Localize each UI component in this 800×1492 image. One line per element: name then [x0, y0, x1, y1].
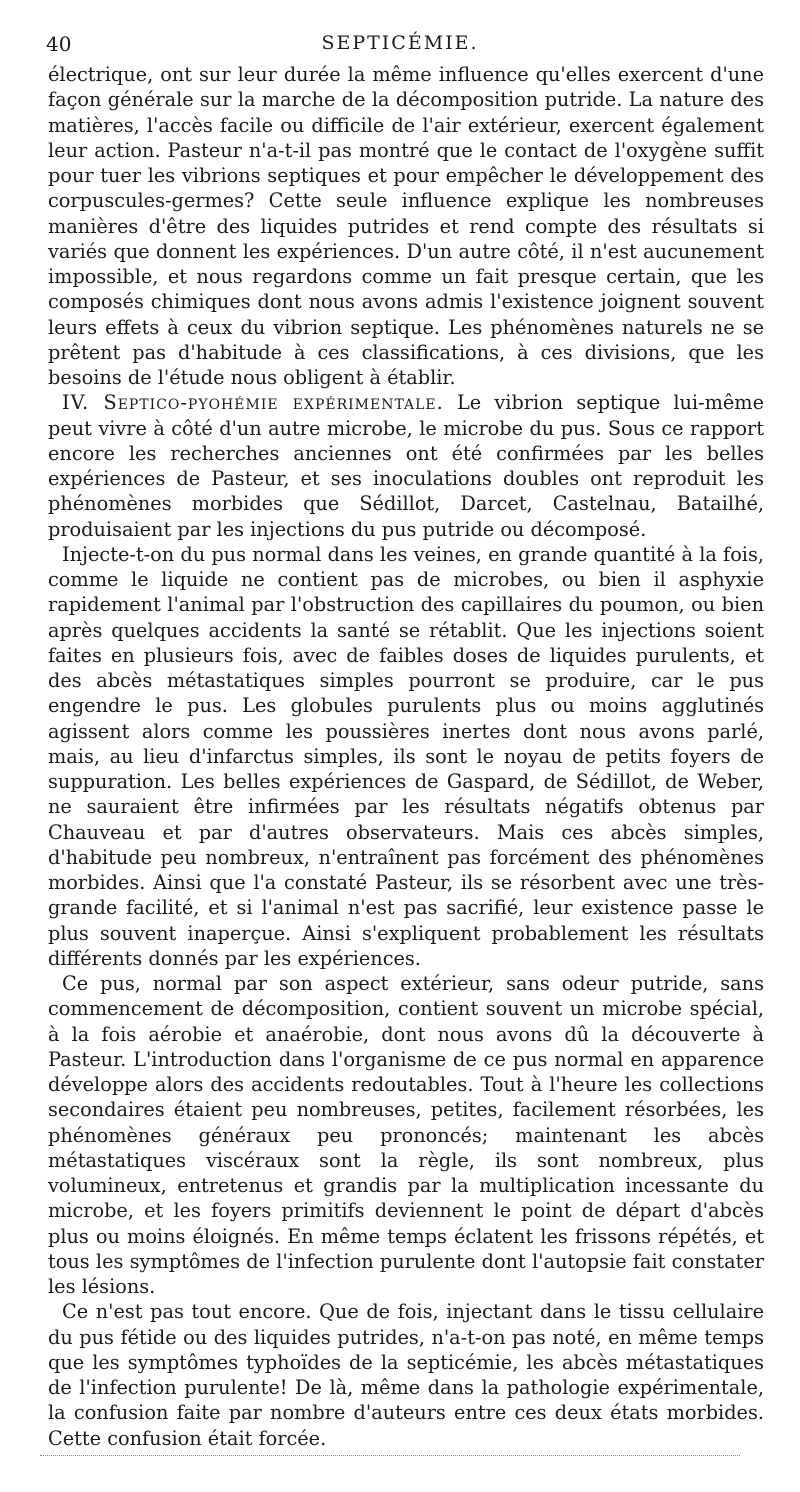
paragraph-3: Injecte-t-on du pus normal dans les veines, en grande quantité à la fois, comme le liquide ne contient pas de microbes, ou bien il asphyxie rapidement l'animal par l'obstruction des capillaires du poumon, ou bien après quelques accidents la santé se rétablit. Que les injections soient faites en plusieurs fois, avec de faibles doses de liquides purulents, et des abcès métastatiques simples pourront se produire, car le pus engendre le pus. Les globules purulents plus ou moins agglutinés agissent alors comme les poussières inertes dont nous avons parlé, mais, au lieu d'infarctus simples, ils sont le noyau de petits foyers de suppuration. Les belles expériences de Gaspard, de Sédillot, de Weber, ne sauraient être infirmées par les résultats négatifs obtenus par Chauveau et par d'autres observateurs. Mais ces abcès simples, d'habitude peu nombreux, n'entraînent pas forcément des phénomènes morbides. Ainsi que l'a constaté Pasteur, ils se résorbent avec une très-grande facilité, et si l'animal n'est pas sacrifié, leur existence passe le plus souvent inaperçue. Ainsi s'expliquent probablement les résultats différents donnés par les expériences.	[48, 542, 764, 970]
paragraph-2	[48, 390, 764, 542]
section-heading-iv: IV. Septico-pyohémie expérimentale.	[62, 391, 444, 415]
paragraph-5: Ce n'est pas tout encore. Que de fois, injectant dans le tissu cellulaire du pus fétide ou des liquides putrides, n'a-t-on pas noté, en même temps que les symptômes typhoïdes de la septicémie, les abcès métastatiques de l'infection purulente! De là, même dans la pathologie expérimentale, la confusion faite par nombre d'auteurs entre ces deux états morbides. Cette confusion était forcée.	[48, 1300, 764, 1450]
paragraph-1: électrique, ont sur leur durée la même influence qu'elles exercent d'une façon générale sur la marche de la décomposition putride. La nature des matières, l'accès facile ou difficile de l'air extérieur, exercent également leur action. Pasteur n'a-t-il pas montré que le contact de l'oxygène suffit pour tuer les vibrions septiques et pour empêcher le développement des corpuscules-germes? Cette seule influence explique les nombreuses manières d'être des liquides putrides et rend compte des résultats si variés que donnent les expériences. D'un autre côté, il n'est aucunement impossible, et nous regardons comme un fait presque certain, que les composés chimiques dont nous avons admis l'existence joignent souvent leurs effets à ceux du vibrion septique. Les phénomènes naturels ne se prêtent pas d'habitude à ces classifications, à ces divisions, que les besoins de l'étude nous obligent à établir.	[48, 63, 764, 389]
paragraph-2-text: Le vibrion septique lui-même peut vivre à côté d'un autre microbe, le microbe du pus. Sous ce rapport encore les recherches anciennes ont été confirmées par les belles expériences de Pasteur, et ses inoculations doubles ont reproduit les phénomènes morbides que Sédillot, Darcet, Castelnau, Batailhé, produisaient par les injections du pus putride ou décomposé.	[48, 391, 764, 541]
running-title: SEPTICÉMIE.	[321, 32, 479, 54]
running-head	[40, 26, 760, 62]
paragraph-4: Ce pus, normal par son aspect extérieur, sans odeur putride, sans commencement de décomposition, contient souvent un microbe spécial, à la fois aérobie et anaérobie, dont nous avons dû la découverte à Pasteur. L'introduction dans l'organisme de ce pus normal en apparence développe alors des accidents redoutables. Tout à l'heure les collections secondaires étaient peu nombreuses, petites, facilement résorbées, les phénomènes généraux peu prononcés; maintenant les abcès métastatiques viscéraux sont la règle, ils sont nombreux, plus volumineux, entretenus et grandis par la multiplication incessante du microbe, et les foyers primitifs deviennent le point de départ d'abcès plus ou moins éloignés. En même temps éclatent les frissons répétés, et tous les symptômes de l'infection purulente dont l'autopsie fait constater les lésions.	[48, 972, 764, 1298]
footer-dotted-rule	[40, 1455, 740, 1456]
body-text	[48, 62, 764, 1451]
page-number: 40	[46, 32, 72, 56]
